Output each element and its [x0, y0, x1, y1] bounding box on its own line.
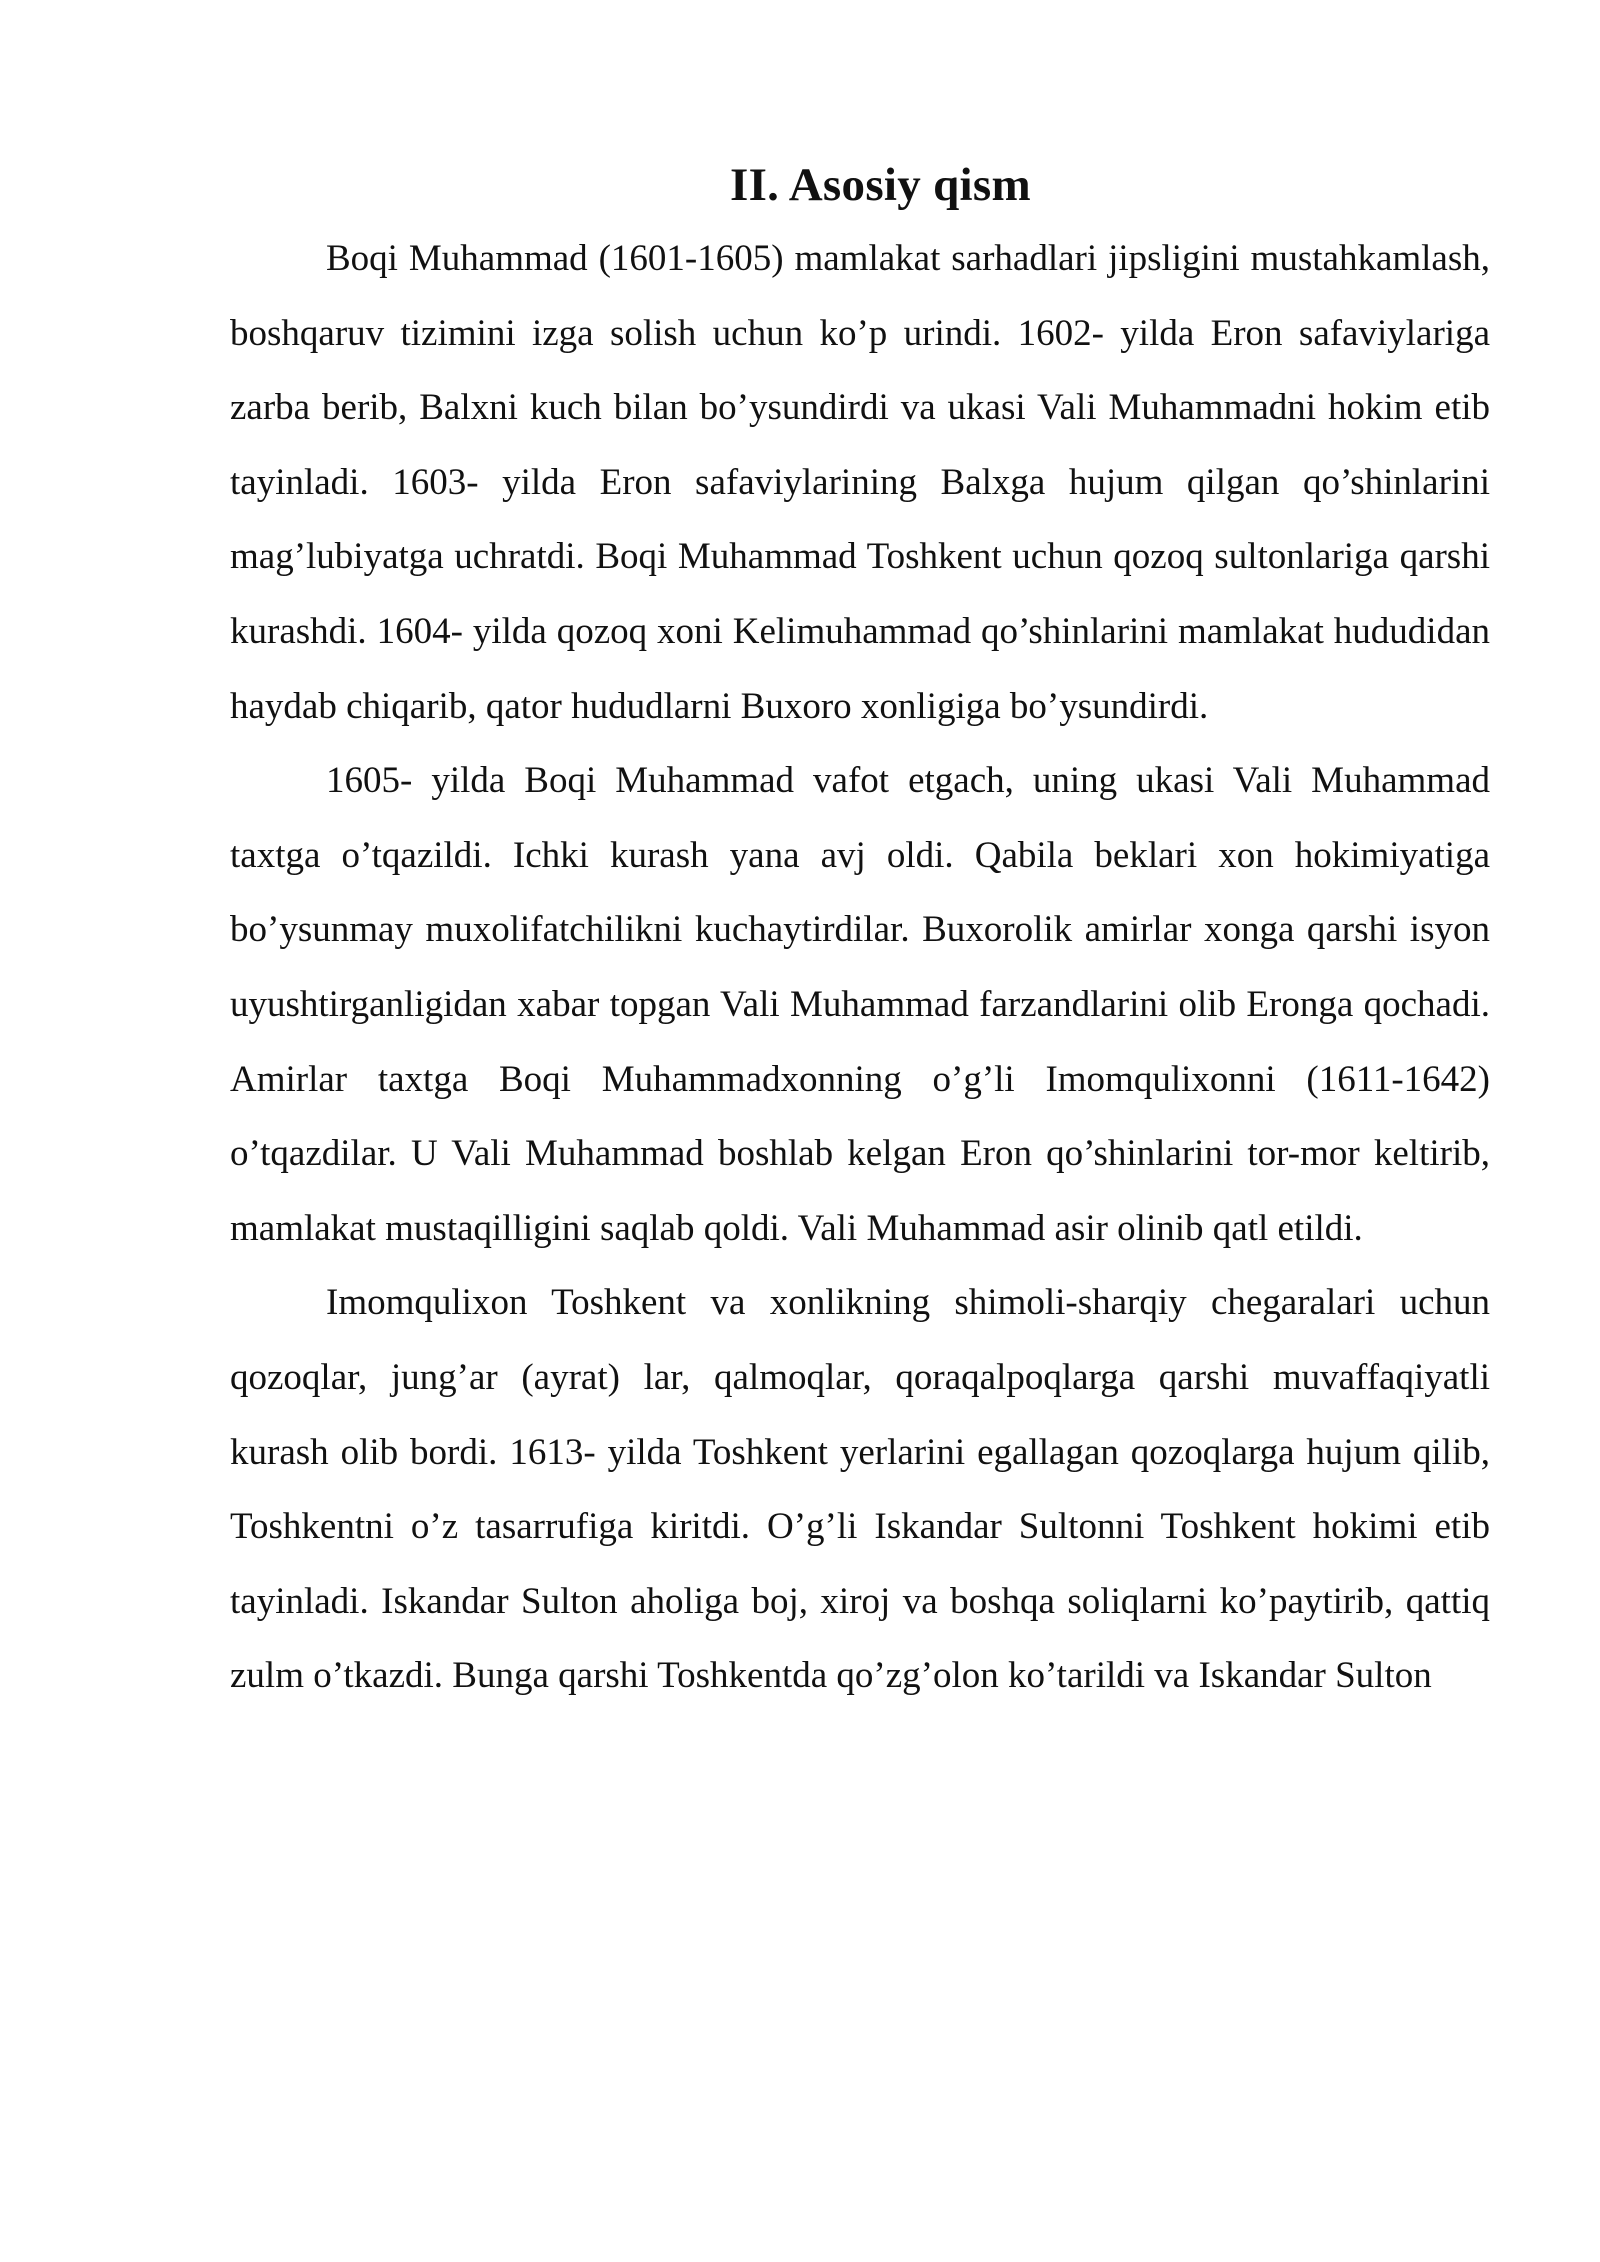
paragraph-boqi-muhammad: Boqi Muhammad (1601-1605) mamlakat sarhadlari jipsligini mustahkamlash, boshqaruv tizimini izga solish uchun ko’p urindi. 1602- yilda Eron safaviylariga zarba berib, Balxni kuch bilan bo’ysundirdi va ukasi Vali Muhammadni hokim etib tayinladi. 1603- yilda Eron safaviylarining Balxga hujum qilgan qo’shinlarini mag’lubiyatga uchratdi. Boqi Muhammad Toshkent uchun qozoq sultonlariga qarshi kurashdi. 1604- yilda qozoq xoni Kelimuhammad qo’shinlarini mamlakat hududidan haydab chiqarib, qator hududlarni Buxoro xonligiga bo’ysundirdi. [230, 238, 1490, 727]
section-heading: II. Asosiy qism [730, 159, 1031, 211]
paragraph-vali-muhammad: 1605- yilda Boqi Muhammad vafot etgach, uning ukasi Vali Muhammad taxtga o’tqazildi. Ichki kurash yana avj oldi. Qabila beklari xon hokimiyatiga bo’ysunmay muxolifatchilikni kuchaytirdilar. Buxorolik amirlar xonga qarshi isyon uyushtirganligidan xabar topgan Vali Muhammad farzandlarini olib Eronga qochadi. Amirlar taxtga Boqi Muhammadxonning o’g’li Imomqulixonni (1611-1642) o’tqazdilar. U Vali Muhammad boshlab kelgan Eron qo’shinlarini tor-mor keltirib, mamlakat mustaqilligini saqlab qoldi. Vali Muhammad asir olinib qatl etildi. [230, 760, 1490, 1249]
document-body [230, 150, 1490, 1714]
paragraph-imomqulixon: Imomqulixon Toshkent va xonlikning shimoli-sharqiy chegaralari uchun qozoqlar, jung’ar (ayrat) lar, qalmoqlar, qoraqalpoqlarga qarshi muvaffaqiyatli kurash olib bordi. 1613- yilda Toshkent yerlarini egallagan qozoqlarga hujum qilib, Toshkentni o’z tasarrufiga kiritdi. O’g’li Iskandar Sultonni Toshkent hokimi etib tayinladi. Iskandar Sulton aholiga boj, xiroj va boshqa soliqlarni ko’paytirib, qattiq zulm o’tkazdi. Bunga qarshi Toshkentda qo’zg’olon ko’tarildi va Iskandar Sulton [230, 1282, 1490, 1697]
